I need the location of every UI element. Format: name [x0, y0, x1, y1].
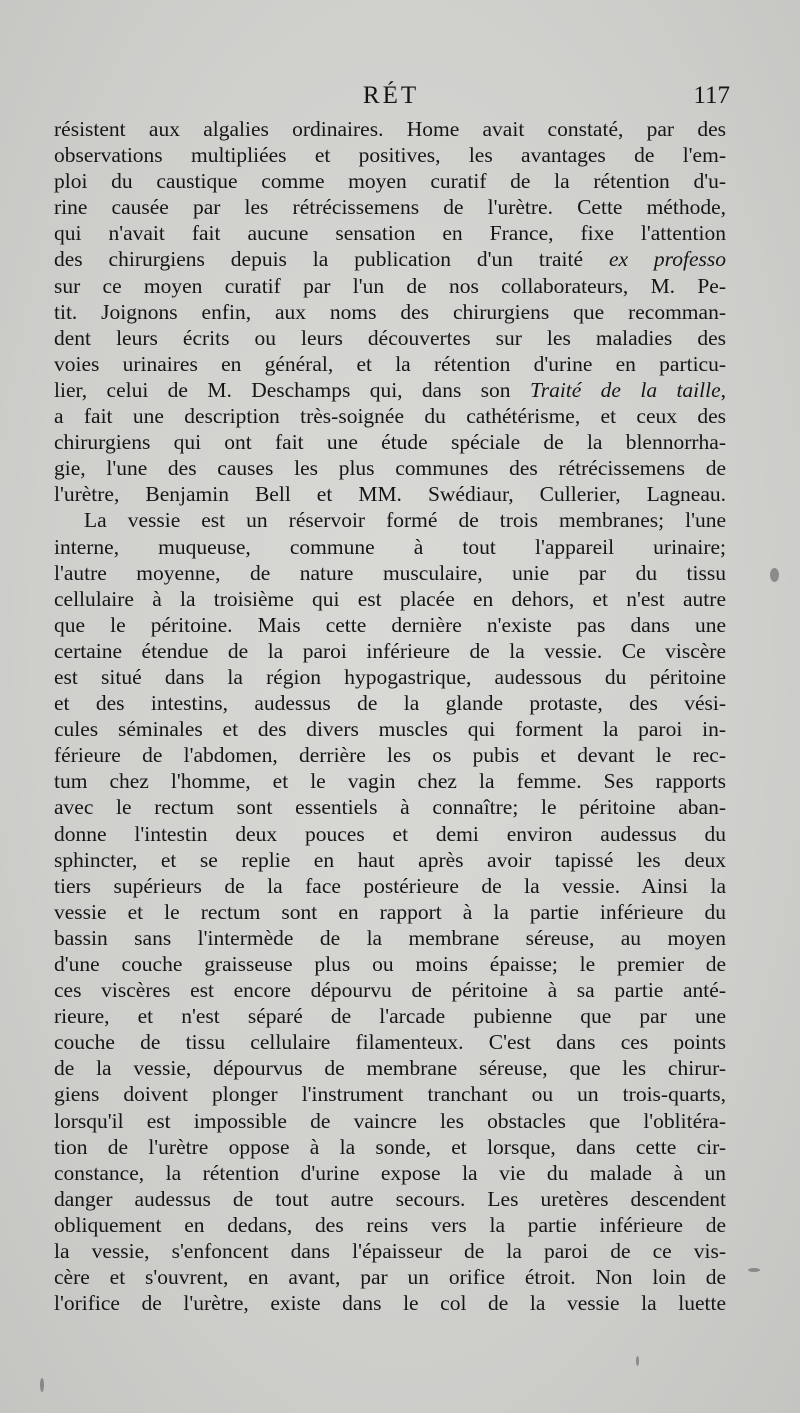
text-line: l'urètre, Benjamin Bell et MM. Swédiaur, Cullerier, Lagneau.: [54, 482, 726, 507]
text-line: lorsqu'il est impossible de vaincre les obstacles que l'oblitéra-: [54, 1108, 726, 1133]
running-head: RÉT: [362, 82, 420, 109]
text-line-with-italic: [54, 246, 726, 272]
text-line: gie, l'une des causes les plus communes des rétrécissemens de: [54, 456, 726, 481]
text-line: la vessie, s'enfoncent dans l'épaisseur de la paroi de ce vis-: [54, 1239, 726, 1264]
text-line: certaine étendue de la paroi inférieure de la vessie. Ce viscère: [54, 638, 726, 663]
text-segment: des chirurgiens depuis la publication d'un traité: [54, 247, 584, 272]
text-line: est situé dans la région hypogastrique, audessous du péritoine: [54, 664, 726, 689]
text-segment: ,: [720, 377, 726, 402]
text-line: voies urinaires en général, et la rétention d'urine en particu-: [54, 351, 726, 376]
text-line: vessie et le rectum sont en rapport à la partie inférieure du: [54, 899, 726, 924]
text-line: rine causée par les rétrécissemens de l'urètre. Cette méthode,: [54, 195, 726, 220]
text-line: que le péritoine. Mais cette dernière n'existe pas dans une: [54, 612, 726, 637]
italic-ex-professo: ex professo: [608, 247, 726, 272]
text-line: observations multipliées et positives, les avantages de l'em-: [54, 143, 726, 168]
text-line: constance, la rétention d'urine expose la vie du malade à un: [54, 1160, 726, 1185]
text-line: donne l'intestin deux pouces et demi environ audessus du: [54, 821, 726, 846]
text-line: cellulaire à la troisième qui est placée en dehors, et n'est autre: [54, 586, 726, 611]
text-line: chirurgiens qui ont fait une étude spéciale de la blennorrha-: [54, 430, 726, 455]
text-line: d'une couche graisseuse plus ou moins épaisse; le premier de: [54, 952, 726, 976]
text-line: résistent aux algalies ordinaires. Home avait constaté, par des: [54, 117, 726, 141]
text-line: ploi du caustique comme moyen curatif de la rétention d'u-: [54, 169, 726, 194]
text-line: couche de tissu cellulaire filamenteux. C'est dans ces points: [54, 1030, 726, 1055]
text-line: ces viscères est encore dépourvu de péritoine à sa partie anté-: [54, 978, 726, 1003]
text-line: a fait une description très-soignée du cathétérisme, et ceux des: [54, 404, 726, 429]
text-line: cère et s'ouvrent, en avant, par un orifice étroit. Non loin de: [54, 1265, 726, 1290]
text-line: sphincter, et se replie en haut après avoir tapissé les deux: [54, 847, 726, 872]
text-line: tum chez l'homme, et le vagin chez la femme. Ses rapports: [54, 769, 726, 794]
text-line: giens doivent plonger l'instrument tranchant ou un trois-quarts,: [54, 1082, 726, 1107]
text-line: tion de l'urètre oppose à la sonde, et lorsque, dans cette cir-: [54, 1134, 726, 1159]
text-line: férieure de l'abdomen, derrière les os pubis et devant le rec-: [54, 743, 726, 768]
body-text: [54, 116, 726, 1316]
page-number: 117: [693, 82, 730, 109]
text-line: La vessie est un réservoir formé de trois membranes; l'une: [84, 508, 726, 533]
text-line: interne, muqueuse, commune à tout l'appareil urinaire;: [54, 534, 726, 559]
text-line: l'autre moyenne, de nature musculaire, unie par du tissu: [54, 560, 726, 585]
text-line: cules séminales et des divers muscles qui forment la paroi in-: [54, 717, 726, 742]
text-line: danger audessus de tout autre secours. Les uretères descendent: [54, 1186, 726, 1211]
paper-speck: [636, 1356, 639, 1366]
text-line: dent leurs écrits ou leurs découvertes sur les maladies des: [54, 325, 726, 350]
text-line: avec le rectum sont essentiels à connaître; le péritoine aban-: [54, 795, 726, 820]
text-line: et des intestins, audessus de la glande protaste, des vési-: [54, 691, 726, 716]
text-line-with-italic: [54, 377, 726, 403]
text-line: sur ce moyen curatif par l'un de nos collaborateurs, M. Pe-: [54, 273, 726, 298]
page-header: [52, 82, 730, 116]
paper-speck: [40, 1378, 44, 1392]
italic-traite-taille: Traité de la taille: [529, 377, 721, 402]
text-line: rieure, et n'est séparé de l'arcade pubienne que par une: [54, 1004, 726, 1029]
text-segment: lier, celui de M. Deschamps qui, dans son: [54, 377, 511, 402]
paper-speck: [770, 568, 779, 582]
text-line: obliquement en dedans, des reins vers la partie inférieure de: [54, 1212, 726, 1237]
text-line: l'orifice de l'urètre, existe dans le col de la vessie la luette: [54, 1291, 726, 1316]
text-line: tit. Joignons enfin, aux noms des chirurgiens que recomman-: [54, 299, 726, 324]
paper-speck: [748, 1268, 760, 1272]
text-line: qui n'avait fait aucune sensation en France, fixe l'attention: [54, 221, 726, 246]
text-line: tiers supérieurs de la face postérieure de la vessie. Ainsi la: [54, 873, 726, 898]
text-line: bassin sans l'intermède de la membrane séreuse, au moyen: [54, 925, 726, 950]
text-line: de la vessie, dépourvus de membrane séreuse, que les chirur-: [54, 1056, 726, 1081]
